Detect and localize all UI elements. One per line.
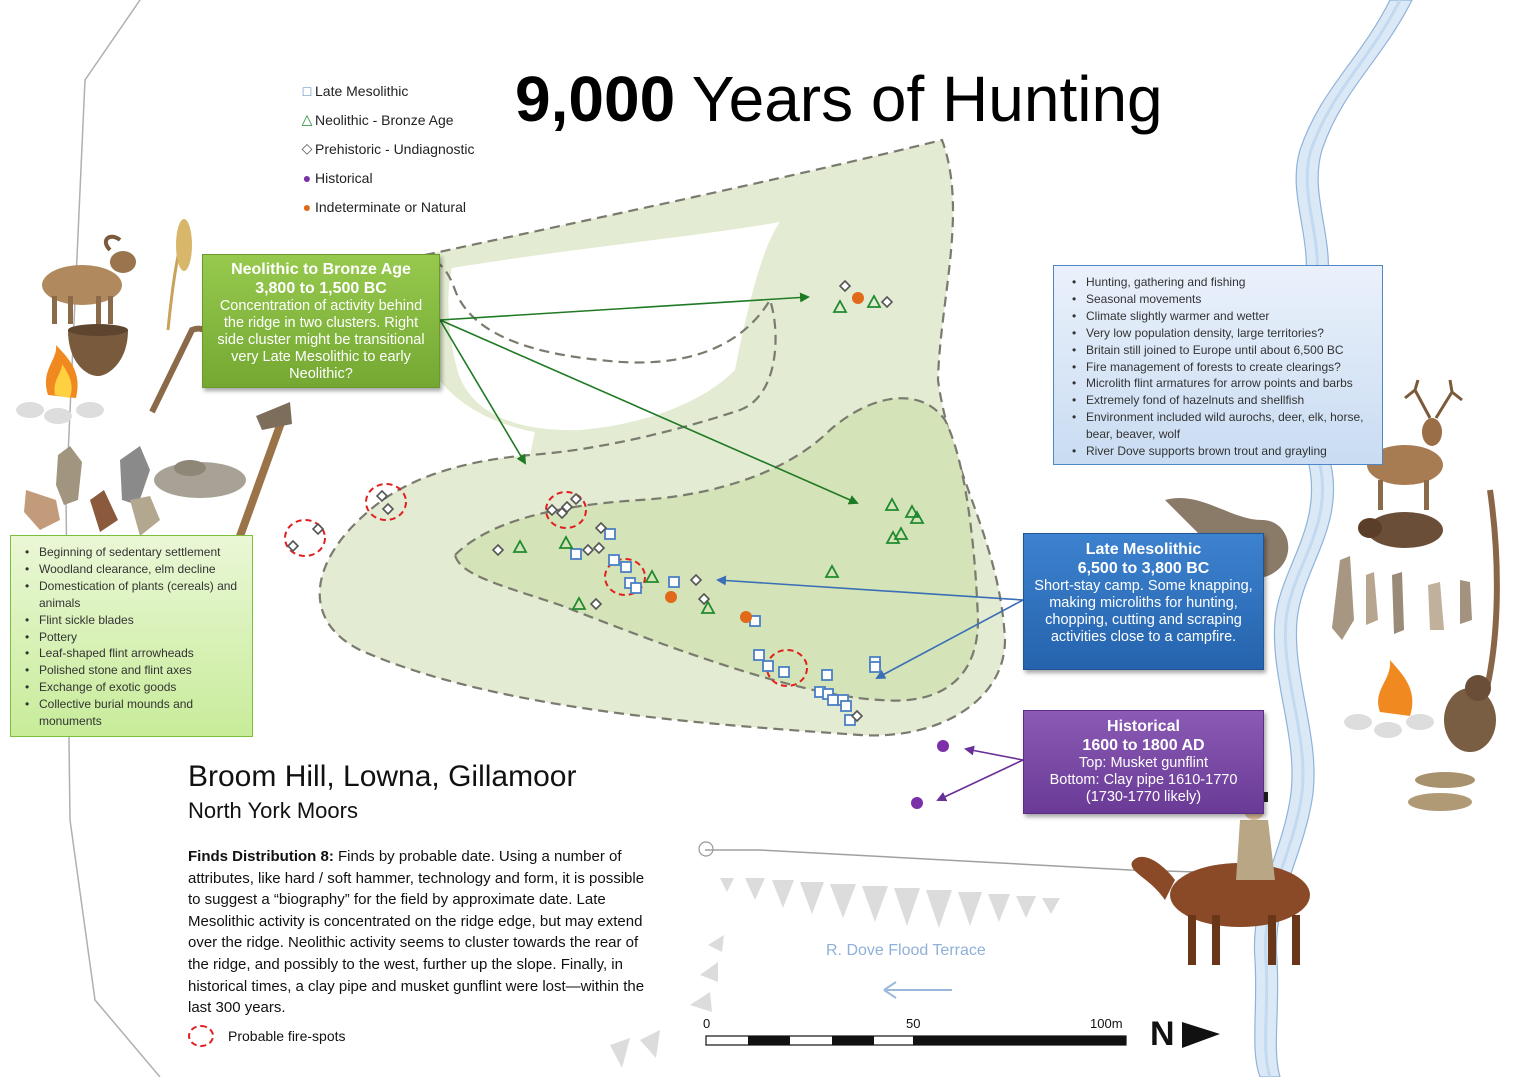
list-item: • Very low population density, large territories? xyxy=(1086,325,1376,342)
triangle-icon: △ xyxy=(301,111,313,127)
callout-line: Top: Musket gunflint xyxy=(1079,755,1208,771)
finds-description xyxy=(188,846,648,1019)
diamond-icon: ◇ xyxy=(301,140,313,156)
north-arrow-icon xyxy=(1182,1022,1220,1048)
page-title xyxy=(515,62,1163,136)
indeterminate-find xyxy=(740,611,752,623)
wheat-illustration xyxy=(168,219,192,330)
ram-illustration xyxy=(42,237,136,324)
flint-tools-right xyxy=(1332,556,1472,640)
prehistoric-find xyxy=(313,524,323,534)
scale-label-end: 100m xyxy=(1090,1016,1123,1031)
square-icon: □ xyxy=(302,82,312,99)
late-mesolithic-find xyxy=(571,549,581,559)
list-item: • Exchange of exotic goods xyxy=(39,679,248,696)
legend-label: Prehistoric - Undiagnostic xyxy=(315,140,475,157)
mesolithic-facts-list xyxy=(1053,265,1383,465)
title-number: 9,000 xyxy=(515,63,676,135)
historical-callout xyxy=(1023,710,1264,814)
callout-title: Late Mesolithic xyxy=(1085,541,1202,558)
scale-label-mid: 50 xyxy=(906,1016,921,1031)
mesolithic-callout xyxy=(1023,533,1264,670)
quern-illustration xyxy=(154,460,246,498)
late-mesolithic-find xyxy=(763,661,773,671)
spear-illustration xyxy=(1484,490,1497,700)
list-item: • Environment included wild aurochs, deer, elk, horse, bear, beaver, wolf xyxy=(1086,409,1376,443)
late-mesolithic-find xyxy=(841,701,851,711)
list-item: • Flint sickle blades xyxy=(39,612,248,629)
list-item: • Extremely fond of hazelnuts and shellfish xyxy=(1086,392,1376,409)
list-item: • River Dove supports brown trout and grayling xyxy=(1086,443,1376,460)
place-name: Broom Hill, Lowna, Gillamoor xyxy=(188,760,577,793)
late-mesolithic-find xyxy=(609,555,619,565)
hunter-illustration xyxy=(1444,675,1496,752)
callout-dates: 6,500 to 3,800 BC xyxy=(1077,560,1210,577)
list-item: • Hunting, gathering and fishing xyxy=(1086,274,1376,291)
historical-find xyxy=(911,797,923,809)
sickle-illustration xyxy=(152,329,208,412)
callout-dates: 1600 to 1800 AD xyxy=(1082,737,1205,754)
north-label: N xyxy=(1150,1015,1175,1053)
boar-illustration xyxy=(1358,512,1443,548)
description-text: Finds by probable date. Using a number of attributes, like hard / soft hammer, technology and form, it is possible to suggest a “biography” for the field by approximate date. Late Mesolithic activity is concentrated on the ridge edge, but may extend over the ridge. Neolithic activity seems to cluster towards the rear of the ridge, and possibly to the west, further up the slope. Finally, in historical times, a clay pipe and musket gunflint were lost—within the last 300 years. xyxy=(188,848,645,1017)
legend-item-neolithic-bronze xyxy=(300,105,475,134)
flow-arrow xyxy=(884,982,952,998)
late-mesolithic-find xyxy=(621,562,631,572)
list-item: • Woodland clearance, elm decline xyxy=(39,561,248,578)
legend-label: Indeterminate or Natural xyxy=(315,198,466,215)
legend-item-late-mesolithic xyxy=(300,76,475,105)
list-item: • Microlith flint armatures for arrow points and barbs xyxy=(1086,375,1376,392)
legend-label: Neolithic - Bronze Age xyxy=(315,111,454,128)
late-mesolithic-find xyxy=(669,577,679,587)
scale-label-start: 0 xyxy=(703,1016,711,1031)
list-item: • Leaf-shaped flint arrowheads xyxy=(39,645,248,662)
fire-spot-ring-icon xyxy=(188,1025,214,1047)
late-mesolithic-find xyxy=(822,670,832,680)
list-item: • Collective burial mounds and monuments xyxy=(39,696,248,730)
list-item: • Seasonal movements xyxy=(1086,291,1376,308)
indeterminate-find xyxy=(665,591,677,603)
historical-find xyxy=(937,740,949,752)
pot-illustration xyxy=(68,324,128,376)
indeterminate-find xyxy=(852,292,864,304)
late-mesolithic-find xyxy=(754,650,764,660)
list-item: • Beginning of sedentary settlement xyxy=(39,544,248,561)
neolithic-callout xyxy=(202,254,440,388)
callout-line: (1730-1770 likely) xyxy=(1085,789,1202,805)
field-boundary-lower xyxy=(705,850,1265,874)
late-mesolithic-find xyxy=(828,695,838,705)
title-rest: Years of Hunting xyxy=(691,63,1163,135)
description-label: Finds Distribution 8: xyxy=(188,848,334,865)
dot-icon: ● xyxy=(302,198,312,215)
legend xyxy=(300,76,475,221)
fish-illustration xyxy=(1408,772,1475,811)
late-mesolithic-find xyxy=(631,583,641,593)
legend-label: Historical xyxy=(315,169,373,186)
dot-icon: ● xyxy=(302,169,312,186)
neolithic-facts-list xyxy=(10,535,253,737)
fire-spots-key xyxy=(188,1025,346,1047)
list-item: • Domestication of plants (cereals) and animals xyxy=(39,578,248,612)
list-item: • Britain still joined to Europe until about 6,500 BC xyxy=(1086,342,1376,359)
region-name: North York Moors xyxy=(188,798,358,823)
list-item: • Pottery xyxy=(39,629,248,646)
boundary-marker xyxy=(699,842,713,856)
list-item: • Fire management of forests to create clearings? xyxy=(1086,359,1376,376)
campfire-illustration-right xyxy=(1344,660,1434,738)
horse-rider-illustration xyxy=(1132,792,1310,965)
scale-bar xyxy=(706,1036,1126,1045)
callout-title: Neolithic to Bronze Age xyxy=(231,261,411,278)
list-item: • Climate slightly warmer and wetter xyxy=(1086,308,1376,325)
late-mesolithic-find xyxy=(605,529,615,539)
callout-text: Short-stay camp. Some knapping, making microliths for hunting, chopping, cutting and scraping activities close to a campfire. xyxy=(1034,578,1253,645)
legend-label: Late Mesolithic xyxy=(315,82,409,99)
fire-spots-label: Probable fire-spots xyxy=(228,1028,346,1044)
river-label: R. Dove Flood Terrace xyxy=(826,942,986,959)
callout-dates: 3,800 to 1,500 BC xyxy=(255,280,387,297)
late-mesolithic-find xyxy=(779,667,789,677)
list-item: • Polished stone and flint axes xyxy=(39,662,248,679)
callout-text: Concentration of activity behind the ridge in two clusters. Right side cluster might be transitional very Late Mesolithic to early Neolithic? xyxy=(217,298,425,382)
legend-item-prehistoric xyxy=(300,134,475,163)
legend-item-historical xyxy=(300,163,475,192)
prehistoric-find xyxy=(288,541,298,551)
flint-tools-left xyxy=(24,446,160,536)
legend-item-indeterminate xyxy=(300,192,475,221)
callout-line: Bottom: Clay pipe 1610-1770 xyxy=(1049,772,1238,788)
callout-title: Historical xyxy=(1107,718,1180,735)
late-mesolithic-find xyxy=(870,662,880,672)
